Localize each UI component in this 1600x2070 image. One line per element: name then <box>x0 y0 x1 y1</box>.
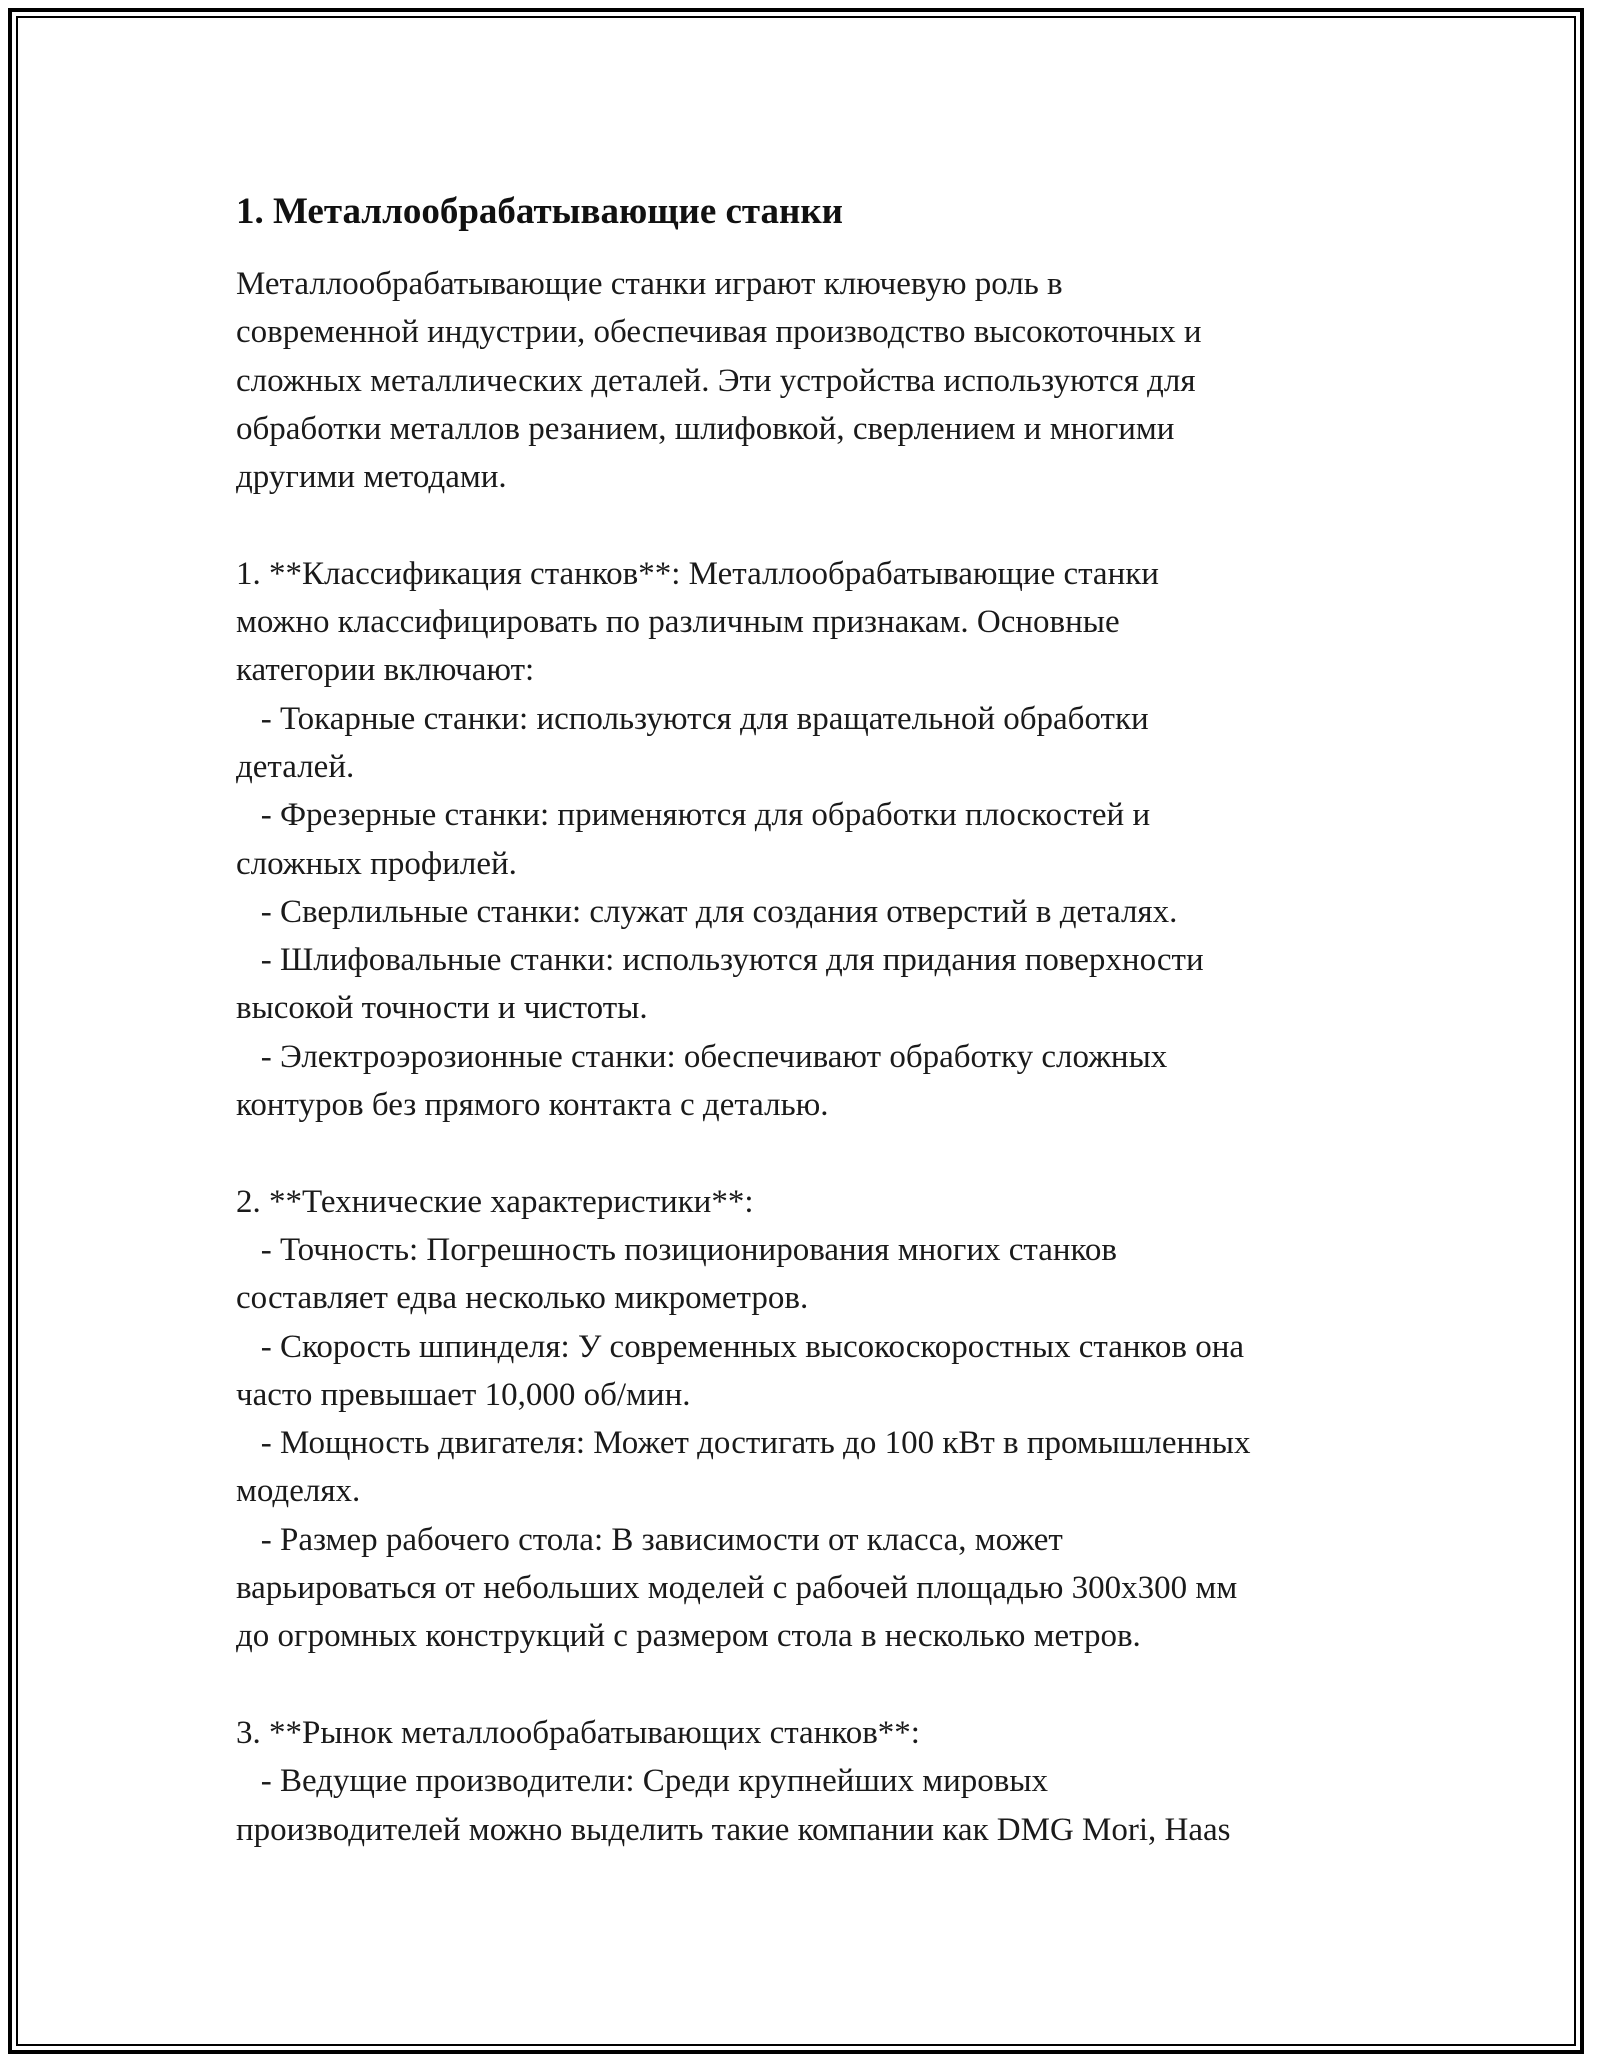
paragraph-spacer <box>236 1661 1386 1709</box>
intro-paragraph: Металлообрабатывающие станки играют ключевую роль в современной индустрии, обеспечивая производство высокоточных и сложных металлических деталей. Эти устройства используются для обработки металлов резанием, шлифовкой, сверлением и многими другими методами. <box>236 266 1202 496</box>
paragraph-spacer <box>236 1129 1386 1177</box>
market-section: 3. **Рынок металлообрабатывающих станков**: - Ведущие производители: Среди крупнейших мировых производителей можно выделить такие компании как DMG Mori, Haas <box>236 1714 1231 1848</box>
section-heading: 1. Металлообрабатывающие станки <box>236 191 843 232</box>
document-body <box>236 186 1386 1854</box>
paragraph-spacer <box>236 501 1386 549</box>
classification-section: 1. **Классификация станков**: Металлообрабатывающие станки можно классифицировать по различным признакам. Основные категории включают: - Токарные станки: используются для вращательной обработки деталей. - Фрезерные станки: применяются для обработки плоскостей и сложных профилей. - Сверлильные станки: служат для создания отверстий в деталях. - Шлифовальные станки: используются для придания поверхности высокой точности и чистоты. - Электроэрозионные станки: обеспечивают обработку сложных контуров без прямого контакта с деталью. <box>236 555 1204 1124</box>
technical-specs-section: 2. **Технические характеристики**: - Точность: Погрешность позиционирования многих станков составляет едва несколько микрометров. - Скорость шпинделя: У современных высокоскоростных станков она часто превышает 10,000 об/мин. - Мощность двигателя: Может достигать до 100 кВт в промышленных моделях. - Размер рабочего стола: В зависимости от класса, может варьироваться от небольших моделей с рабочей площадью 300x300 мм до огромных конструкций с размером стола в несколько метров. <box>236 1183 1251 1655</box>
